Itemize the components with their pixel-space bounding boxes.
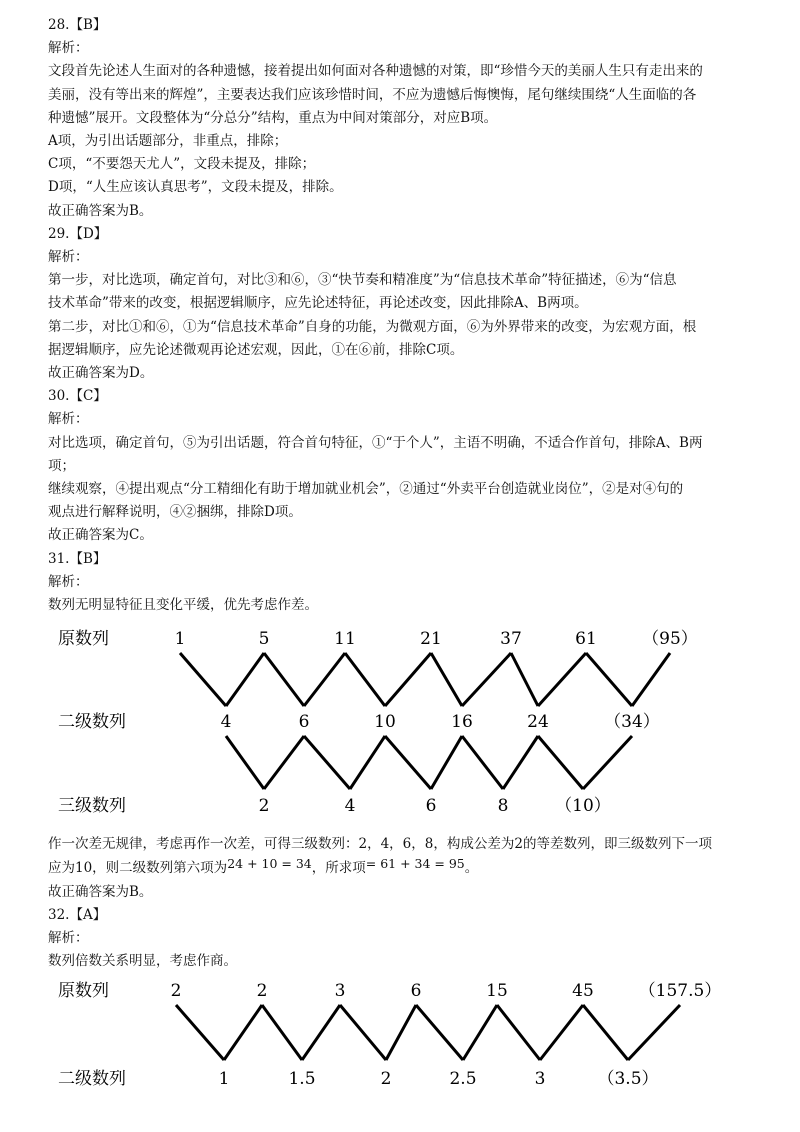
q31-diagram-svg [48, 617, 752, 827]
zigzag-connector-line [431, 736, 462, 789]
q31-second-level-term: （34） [604, 712, 660, 733]
zigzag-connector-line [463, 1005, 497, 1060]
q31-third-level-term: 8 [497, 796, 509, 817]
q32-second-level-term: 2 [380, 1068, 392, 1089]
q31-original-term: 1 [174, 629, 186, 650]
q30-paragraph-line: 观点进行解释说明，④②捆绑，排除D项。 [48, 504, 302, 521]
q28-paragraph-line: 美丽，没有等出来的辉煌”，主要表达我们应该珍惜时间，不应为遗憾后悔懊悔，尾句继续围绕“人生面临的各 [48, 86, 697, 103]
q31-original-term: 21 [420, 629, 442, 650]
q32-original-term: 2 [256, 980, 268, 1001]
q32-original-term: 6 [410, 980, 422, 1001]
zigzag-connector-line [176, 1005, 224, 1060]
q32-original-term: 3 [334, 980, 346, 1001]
q31-second-level-term: 24 [527, 712, 549, 733]
q31-intro: 数列无明显特征且变化平缓，优先考虑作差。 [48, 597, 318, 614]
zigzag-connector-line [385, 736, 431, 789]
q32-diagram-svg [48, 974, 752, 1098]
zigzag-connector-line [462, 736, 503, 789]
q31-second-level-term: 10 [374, 712, 396, 733]
q32-header: 32.【A】 [48, 906, 107, 923]
zigzag-connector-line [224, 1005, 262, 1060]
q31-formula-text-b: ，所求项 [311, 860, 366, 877]
q31-third-level-term: （10） [555, 796, 611, 817]
q31-second-level-term: 6 [298, 712, 310, 733]
q32-second-level-term: 2.5 [449, 1068, 477, 1089]
q31-row-label-original: 原数列 [58, 629, 109, 650]
q31-third-level-term: 6 [425, 796, 437, 817]
q31-formula-text-a: 应为10，则二级数列第六项为 [48, 860, 228, 877]
q31-formula-math-1: 24 + 10 = 34 [227, 856, 312, 872]
q31-third-level-term: 2 [258, 796, 270, 817]
q32-analysis-label: 解析： [48, 930, 89, 947]
q31-row-label-third: 三级数列 [58, 796, 126, 817]
zigzag-connector-line [226, 736, 264, 789]
q31-difference-diagram [48, 617, 752, 827]
q31-formula-math-2: = 61 + 34 = 95 [365, 856, 465, 872]
zigzag-connector-line [632, 653, 670, 706]
q32-quotient-diagram [48, 974, 752, 1098]
zigzag-connector-line [350, 736, 385, 789]
q32-original-term: （157.5） [638, 980, 722, 1001]
q31-original-term: 37 [500, 629, 522, 650]
zigzag-connector-line [431, 653, 462, 706]
zigzag-connector-line [503, 736, 538, 789]
zigzag-connector-line [345, 653, 385, 706]
q32-original-term: 2 [170, 980, 182, 1001]
zigzag-connector-line [264, 736, 304, 789]
q28-header: 28.【B】 [48, 17, 107, 33]
zigzag-connector-line [302, 1005, 340, 1060]
q29-header: 29.【D】 [48, 225, 108, 242]
zigzag-connector-line [340, 1005, 386, 1060]
zigzag-connector-line [226, 653, 264, 706]
q32-intro: 数列倍数关系明显，考虑作商。 [48, 953, 237, 970]
q28-paragraph-line: 种遗憾”展开。文段整体为“分总分”结构，重点为中间对策部分，对应B项。 [48, 109, 498, 126]
zigzag-connector-line [497, 1005, 540, 1060]
zigzag-connector-line [628, 1005, 680, 1060]
zigzag-connector-line [538, 736, 583, 789]
zigzag-connector-line [583, 1005, 628, 1060]
q28-option-c: C项，“不要怨天尤人”，文段未提及，排除； [48, 156, 316, 173]
q31-original-term: 5 [258, 629, 270, 650]
q30-header: 30.【C】 [48, 388, 107, 405]
q29-analysis-label: 解析： [48, 249, 89, 266]
q29-paragraph-line: 第二步，对比①和⑥，①为“信息技术革命”自身的功能，为微观方面，⑥为外界带来的改变，为宏观方面，根 [48, 318, 697, 335]
q32-second-level-term: （3.5） [597, 1068, 659, 1089]
q30-paragraph-line: 项； [48, 457, 75, 474]
q32-original-term: 45 [572, 980, 594, 1001]
q32-second-level-term: 1 [218, 1068, 230, 1089]
zigzag-connector-line [386, 1005, 416, 1060]
q31-original-term: 61 [575, 629, 597, 650]
q31-second-level-term: 16 [451, 712, 473, 733]
q28-analysis-label: 解析： [48, 40, 89, 57]
document-page [48, 14, 758, 1098]
q32-row-label-original: 原数列 [58, 980, 109, 1001]
q31-answer: 故正确答案为B。 [48, 883, 153, 900]
zigzag-connector-line [538, 653, 586, 706]
q32-second-level-term: 3 [534, 1068, 546, 1089]
q28-option-a: A项，为引出话题部分，非重点，排除； [48, 133, 288, 150]
zigzag-connector-line [586, 653, 632, 706]
zigzag-connector-line [416, 1005, 463, 1060]
q28-answer: 故正确答案为B。 [48, 202, 153, 219]
zigzag-connector-line [583, 736, 632, 789]
zigzag-connector-line [540, 1005, 583, 1060]
q32-original-term: 15 [486, 980, 508, 1001]
q31-second-level-term: 4 [220, 712, 232, 733]
zigzag-connector-line [462, 653, 511, 706]
q29-paragraph-line: 据逻辑顺序，应先论述微观再论述宏观，因此，①在⑥前，排除C项。 [48, 341, 464, 358]
q31-paragraph-line: 作一次差无规律，考虑再作一次差，可得三级数列：2，4，6，8，构成公差为2的等差数列，即三级数列下一项 [48, 836, 712, 853]
zigzag-connector-line [262, 1005, 302, 1060]
q31-analysis-label: 解析： [48, 573, 89, 590]
q29-paragraph-line: 技术革命”带来的改变，根据逻辑顺序，应先论述特征，再论述改变，因此排除A、B两项。 [48, 295, 588, 312]
q30-paragraph-line: 继续观察，④提出观点“分工精细化有助于增加就业机会”，②通过“外卖平台创造就业岗位”，②是对④句的 [48, 481, 684, 498]
q31-original-term: （95） [642, 629, 698, 650]
zigzag-connector-line [304, 736, 350, 789]
q31-original-term: 11 [334, 629, 356, 650]
q28-option-d: D项，“人生应该认真思考”，文段未提及，排除。 [48, 179, 343, 196]
q32-row-label-second: 二级数列 [58, 1068, 126, 1089]
q29-paragraph-line: 第一步，对比选项，确定首句，对比③和⑥，③“快节奏和精准度”为“信息技术革命”特征描述，⑥为“信息 [48, 272, 677, 289]
q28-paragraph-line: 文段首先论述人生面对的各种遗憾，接着提出如何面对各种遗憾的对策，即“珍惜今天的美丽人生只有走出来的 [48, 63, 703, 80]
zigzag-connector-line [264, 653, 304, 706]
q30-analysis-label: 解析： [48, 411, 89, 428]
zigzag-connector-line [385, 653, 431, 706]
q32-second-level-term: 1.5 [288, 1068, 316, 1089]
q31-row-label-second: 二级数列 [58, 712, 126, 733]
zigzag-connector-line [180, 653, 226, 706]
q31-paragraph-line-formula [48, 856, 758, 880]
zigzag-connector-line [511, 653, 538, 706]
q31-formula-text-c: 。 [464, 860, 479, 877]
q29-answer: 故正确答案为D。 [48, 365, 154, 382]
q30-paragraph-line: 对比选项，确定首句，⑤为引出话题，符合首句特征，①“于个人”，主语不明确，不适合作首句，排除A、B两 [48, 434, 703, 451]
q31-third-level-term: 4 [344, 796, 356, 817]
zigzag-connector-line [304, 653, 345, 706]
q30-answer: 故正确答案为C。 [48, 527, 153, 544]
q31-header: 31.【B】 [48, 550, 107, 567]
